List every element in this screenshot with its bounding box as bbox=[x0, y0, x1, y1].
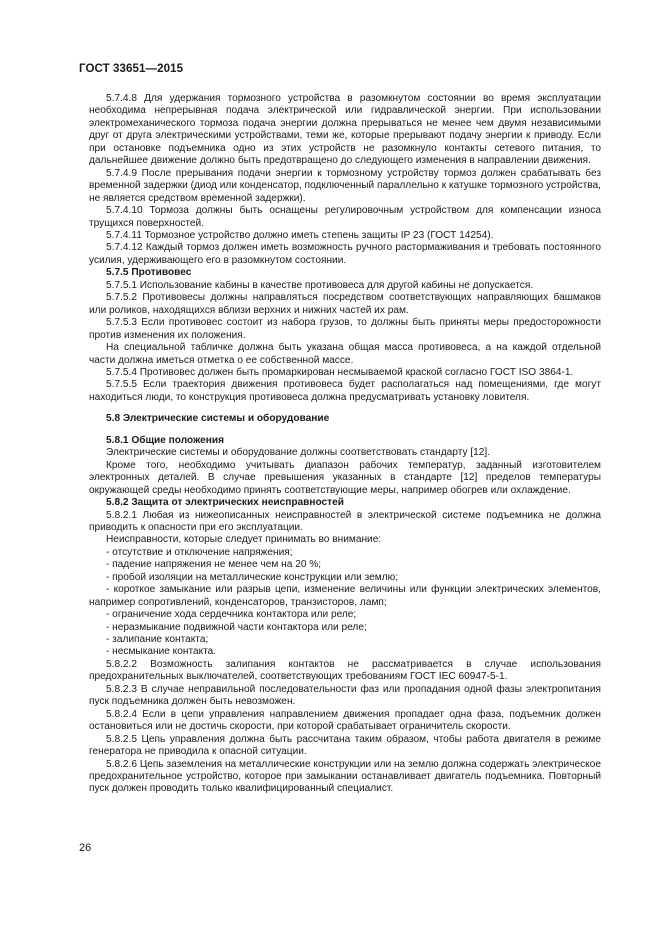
paragraph-5-8-1-b: Кроме того, необходимо учитывать диапазон рабочих температур, заданный изготовителем электронных деталей. В случае превышения указанных в стандарте [12] пределов температуры окружающей среды необходимо принять соответствующие меры, например обогрев или охлаждение. bbox=[89, 459, 601, 496]
paragraph-5-7-4-9: 5.7.4.9 После прерывания подачи энергии к тормозному устройству тормоз должен срабатывать без временной задержки (диод или конденсатор, подключенный параллельно к катушке тормозного устройства, не является средством временной задержки). bbox=[89, 167, 601, 204]
heading-5-8-2: 5.8.2 Защита от электрических неисправностей bbox=[106, 497, 344, 509]
paragraph-5-8-2-3: 5.8.2.3 В случае неправильной последовательности фаз или пропадания одной фазы электропитания пуск подъемника должен быть невозможен. bbox=[89, 683, 601, 708]
paragraph-5-8-2-1: 5.8.2.1 Любая из нижеописанных неисправностей в электрической системе подъемника не должна приводить к опасности при его эксплуатации. bbox=[89, 509, 601, 533]
page-number: 26 bbox=[79, 842, 92, 854]
list-item: - ограничение хода сердечника контактора или реле; bbox=[106, 609, 357, 621]
paragraph-5-8-2-4: 5.8.2.4 Если в цепи управления направлением движения пропадает одна фаза, подъемник должен остановиться или не достичь скорости, при которой срабатывает ограничитель скорости. bbox=[89, 708, 601, 733]
paragraph-5-7-5-4: 5.7.5.4 Противовес должен быть промаркирован несмываемой краской согласно ГОСТ ISO 3864-1. bbox=[106, 366, 574, 378]
paragraph-5-7-5-5: 5.7.5.5 Если траектория движения противовеса будет располагаться над помещениями, где могут находиться люди, то конструкция противовеса должна предусматривать установку ловителя. bbox=[89, 379, 601, 403]
heading-5-7-5: 5.7.5 Противовес bbox=[106, 267, 192, 279]
paragraph-plate-mass: На специальной табличке должна быть указана общая масса противовеса, а на каждой отдельной части должна иметься отметка о ее собственной массе. bbox=[89, 342, 601, 366]
paragraph-5-7-4-12: 5.7.4.12 Каждый тормоз должен иметь возможность ручного растормаживания и требовать постоянного усилия, удерживающего его в разомкнутом состоянии. bbox=[89, 242, 601, 266]
paragraph-5-8-2-5: 5.8.2.5 Цепь управления должна быть рассчитана таким образом, чтобы работа двигателя в режиме генератора не приводила к опасной ситуации. bbox=[89, 733, 601, 758]
paragraph-5-8-2-2: 5.8.2.2 Возможность залипания контактов не рассматривается в случае использования предохранительных выключателей, соответствующих требованиям ГОСТ IEC 60947-5-1. bbox=[89, 658, 601, 683]
paragraph-5-7-4-10: 5.7.4.10 Тормоза должны быть оснащены регулировочным устройством для компенсации износа трущихся поверхностей. bbox=[89, 205, 601, 229]
heading-5-8: 5.8 Электрические системы и оборудование bbox=[106, 413, 330, 425]
list-item: - залипание контакта; bbox=[106, 634, 209, 646]
paragraph-5-8-1-a: Электрические системы и оборудование должны соответствовать стандарту [12]. bbox=[106, 447, 491, 459]
document-body bbox=[89, 93, 601, 796]
paragraph-5-7-4-8: 5.7.4.8 Для удержания тормозного устройства в разомкнутом состоянии во время эксплуатации необходима непрерывная подача электрической или гидравлической энергии. При использовании электромеханического тормоза подача энергии должна прерываться не менее чем двумя независимыми друг от друга электрическими устройствами, теми же, которые прерывают подачу энергии к приводу. Если при остановке подъемника одно из этих устройств не разомкнуло контакты сетевого питания, то дальнейшее движение должно быть предотвращено до следующего изменения в направлении движения. bbox=[89, 93, 601, 167]
list-item: - падение напряжения не менее чем на 20 %; bbox=[106, 559, 322, 571]
list-item: - отсутствие и отключение напряжения; bbox=[106, 546, 293, 558]
page-header: ГОСТ 33651—2015 bbox=[79, 63, 184, 75]
paragraph-5-7-5-1: 5.7.5.1 Использование кабины в качестве противовеса для другой кабины не допускается. bbox=[106, 279, 534, 291]
list-item: - пробой изоляции на металлические конструкции или землю; bbox=[106, 571, 399, 583]
paragraph-5-7-5-2: 5.7.5.2 Противовесы должны направляться посредством соответствующих направляющих башмаков или роликов, находящихся вблизи верхних и нижних частей их рам. bbox=[89, 292, 601, 316]
heading-5-8-1: 5.8.1 Общие положения bbox=[106, 434, 224, 446]
list-item: - короткое замыкание или разрыв цепи, изменение величины или функции электрических элементов, например сопротивлений, конденсаторов, транзисторов, ламп; bbox=[89, 584, 601, 608]
list-item: - несмыкание контакта. bbox=[106, 646, 217, 658]
paragraph-5-7-4-11: 5.7.4.11 Тормозное устройство должно иметь степень защиты IP 23 (ГОСТ 14254). bbox=[106, 229, 494, 241]
paragraph-5-7-5-3: 5.7.5.3 Если противовес состоит из набора грузов, то должны быть приняты меры предосторожности против изменения их положения. bbox=[89, 317, 601, 341]
paragraph-faults-intro: Неисправности, которые следует принимать во внимание: bbox=[106, 534, 382, 546]
paragraph-5-8-2-6: 5.8.2.6 Цепь заземления на металлические конструкции или на землю должна содержать электрическое предохранительное устройство, которое при замыкании останавливает двигатель подъемника. Повторный пуск должен проводить только квалифицированный специалист. bbox=[89, 758, 601, 795]
list-item: - неразмыкание подвижной части контактора или реле; bbox=[106, 621, 367, 633]
